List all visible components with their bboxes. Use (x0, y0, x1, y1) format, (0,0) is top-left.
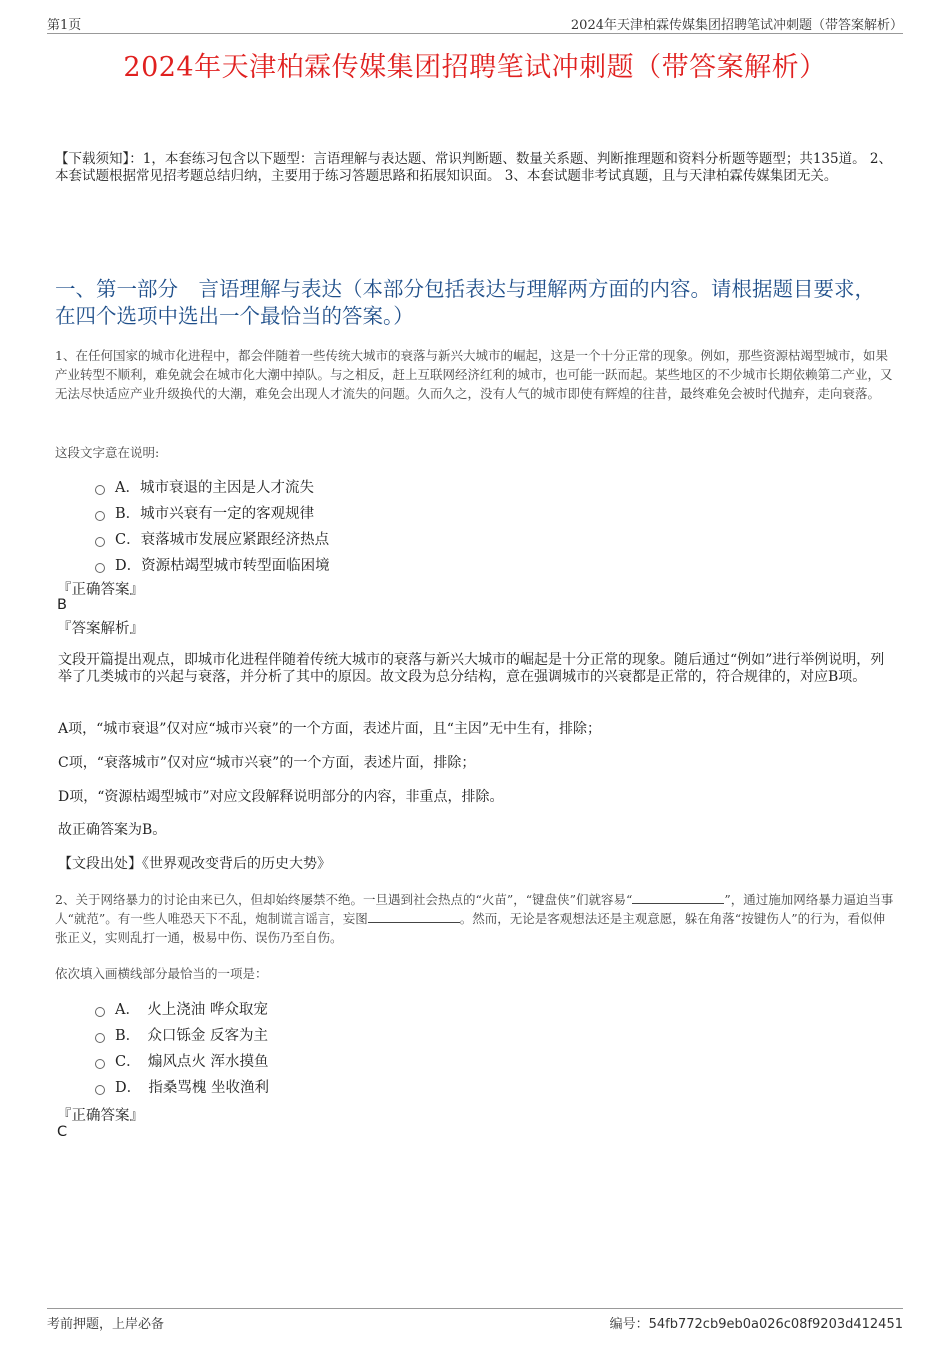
radio-icon[interactable] (95, 485, 105, 495)
q1-analysis-c: C项，“衰落城市”仅对应“城市兴衰”的一个方面，表述片面，排除； (58, 755, 476, 771)
radio-icon[interactable] (95, 1033, 105, 1043)
fill-blank-2 (368, 911, 460, 923)
question-2-prompt: 依次填入画横线部分最恰当的一项是： (55, 966, 268, 981)
q1-option-a[interactable] (95, 476, 314, 497)
radio-icon[interactable] (95, 511, 105, 521)
q1-option-c[interactable] (95, 528, 329, 549)
option-label: D．资源枯竭型城市转型面临困境 (115, 558, 330, 574)
q1-analysis-a: A项，“城市衰退”仅对应“城市兴衰”的一个方面，表述片面，且“主因”无中生有，排除； (58, 721, 602, 737)
q2-option-a[interactable] (95, 998, 268, 1019)
radio-icon[interactable] (95, 1085, 105, 1095)
running-header-title: 2024年天津柏霖传媒集团招聘笔试冲刺题（带答案解析） (570, 18, 903, 33)
footer-divider (47, 1308, 903, 1309)
q1-answer-label: 『正确答案』 (57, 582, 144, 598)
section-heading: 一、第一部分 言语理解与表达（本部分包括表达与理解两方面的内容。请根据题目要求，在四个选项中选出一个最恰当的答案。） (55, 277, 875, 328)
radio-icon[interactable] (95, 563, 105, 573)
fill-blank-1 (632, 892, 724, 904)
option-label: A．城市衰退的主因是人才流失 (115, 480, 314, 496)
option-label: B．城市兴衰有一定的客观规律 (115, 506, 315, 522)
q2-option-c[interactable] (95, 1050, 268, 1071)
question-1-prompt: 这段文字意在说明: (55, 445, 160, 460)
q2-option-b[interactable] (95, 1024, 268, 1045)
download-notice: 【下载须知】：1，本套练习包含以下题型：言语理解与表达题、常识判断题、数量关系题、判断推理题和资料分析题等题型；共135道。 2、本套试题根据常见招考题总结归纳，主要用于练习答题思路和拓展知识面。 3、本套试题非考试真题，且与天津柏霖传媒集团无关。 (55, 151, 892, 184)
q1-analysis-conclusion: 故正确答案为B。 (58, 822, 167, 838)
q1-source: 【文段出处】《世界观改变背后的历史大势》 (58, 856, 331, 872)
option-label: B． 众口铄金 反客为主 (115, 1028, 269, 1044)
footer-slogan: 考前押题，上岸必备 (47, 1317, 165, 1332)
q2-answer: C (57, 1124, 68, 1140)
document-code: 编号：54fb772cb9eb0a026c08f9203d412451 (609, 1317, 903, 1332)
question-1-text: 1、在任何国家的城市化进程中，都会伴随着一些传统大城市的衰落与新兴大城市的崛起，这是一个十分正常的现象。例如，那些资源枯竭型城市，如果产业转型不顺利，难免就会在城市化大潮中掉队。与之相反，赶上互联网经济红利的城市，也可能一跃而起。某些地区的不少城市长期依赖第二产业，又无法尽快适应产业升级换代的大潮，难免会出现人才流失的问题。久而久之，没有人气的城市即使有辉煌的往昔，最终难免会被时代抛弃，走向衰落。 (55, 348, 893, 401)
q1-analysis-d: D项，“资源枯竭型城市”对应文段解释说明部分的内容，非重点，排除。 (58, 789, 504, 805)
q1-analysis-paragraph: 文段开篇提出观点，即城市化进程伴随着传统大城市的衰落与新兴大城市的崛起是十分正常的现象。随后通过“例如”进行举例说明，列举了几类城市的兴起与衰落，并分析了其中的原因。故文段为总分结构，意在强调城市的兴衰都是正常的，符合规律的，对应B项。 (58, 652, 885, 685)
option-label: A． 火上浇油 哗众取宠 (115, 1002, 268, 1018)
option-label: C．衰落城市发展应紧跟经济热点 (115, 532, 330, 548)
question-2-text: 2、关于网络暴力的讨论由来已久，但却始终屡禁不绝。一旦遇到社会热点的“火苗”，“键盘侠”们就容易“ ”，通过施加网络暴力逼迫当事人“就范”。有一些人唯恐天下不乱，炮制谎言谣言，妄图 。然而，无论是客观想法还是主观意愿，躲在角落“按键伤人”的行为，看似伸张正义，实则乱打一通，极易中伤、误伤乃至自伤。 (55, 892, 894, 945)
header-divider (47, 33, 903, 34)
document-title: 2024年天津柏霖传媒集团招聘笔试冲刺题（带答案解析） (123, 52, 827, 83)
radio-icon[interactable] (95, 1059, 105, 1069)
page-number: 第1页 (47, 18, 82, 33)
option-label: D． 指桑骂槐 坐收渔利 (115, 1080, 269, 1096)
q1-analysis-label: 『答案解析』 (57, 621, 144, 637)
q2-option-d[interactable] (95, 1076, 269, 1097)
radio-icon[interactable] (95, 1007, 105, 1017)
q1-option-d[interactable] (95, 554, 330, 575)
q1-answer: B (57, 597, 67, 613)
q2-answer-label: 『正确答案』 (57, 1108, 144, 1124)
option-label: C． 煽风点火 浑水摸鱼 (115, 1054, 269, 1070)
radio-icon[interactable] (95, 537, 105, 547)
q1-option-b[interactable] (95, 502, 314, 523)
